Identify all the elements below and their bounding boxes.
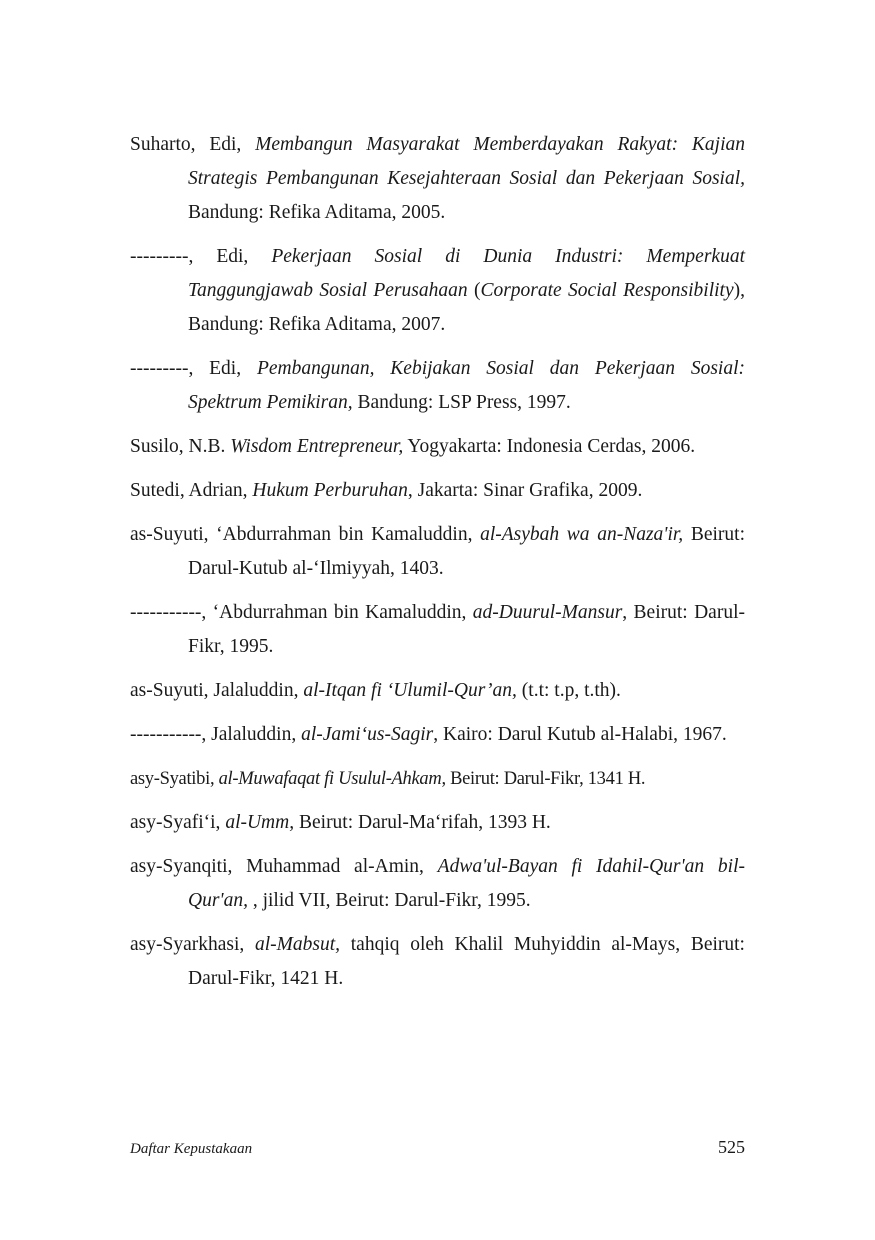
entry-text: asy-Syatibi, (130, 769, 219, 789)
entry-title: Pembangunan, Kebijakan Sosial dan Pekerjaan Sosial: Spektrum Pemikiran, (188, 358, 745, 413)
bibliography-entry (130, 806, 745, 840)
entry-text: Susilo, N.B. (130, 436, 231, 457)
bibliography-entry (130, 762, 745, 796)
bibliography-entry (130, 240, 745, 342)
bibliography-entry (130, 430, 745, 464)
entry-text: (t.t: t.p, t.th). (516, 680, 621, 701)
bibliography-entry (130, 128, 745, 230)
bibliography-entry (130, 352, 745, 420)
entry-text: Suharto, Edi, (130, 134, 256, 155)
entry-text: asy-Syafi‘i, (130, 812, 226, 833)
entry-text: , jilid VII, Beirut: Darul-Fikr, 1995. (247, 890, 531, 911)
entry-title: Adwa'ul-Bayan fi Idahil-Qur'an bil-Qur'an, (188, 856, 745, 911)
entry-title: Corporate Social Responsibility (480, 280, 734, 301)
entry-text: -----------, Jalaluddin, (130, 724, 302, 745)
bibliography-entry (130, 674, 745, 708)
entry-text: Beirut: Darul-Ma‘rifah, 1393 H. (294, 812, 551, 833)
entry-title: Membangun Masyarakat Memberdayakan Rakyat: Kajian Strategis Pembangunan Kesejahteraan Sosial dan Pekerjaan Sosial, (188, 134, 745, 189)
entry-text: as-Suyuti, ‘Abdurrahman bin Kamaluddin, (130, 524, 481, 545)
entry-title: al-Asybah wa an-Naza'ir, (480, 524, 684, 545)
page-number: 525 (718, 1137, 745, 1157)
entry-title: Pekerjaan Sosial di Dunia Industri: Memperkuat Tanggungjawab Sosial Perusahaan (188, 246, 745, 301)
entry-text: -----------, ‘Abdurrahman bin Kamaluddin, (130, 602, 473, 623)
bibliography-list (130, 128, 745, 1006)
bibliography-entry (130, 596, 745, 664)
entry-text: ( (467, 280, 481, 301)
entry-title: Hukum Perburuhan (252, 480, 408, 501)
entry-title: al-Mabsut, (254, 934, 341, 955)
entry-text: Bandung: LSP Press, 1997. (352, 392, 571, 413)
bibliography-entry (130, 718, 745, 752)
entry-text: as-Suyuti, Jalaluddin, (130, 680, 304, 701)
bibliography-entry (130, 518, 745, 586)
entry-text: Yogyakarta: Indonesia Cerdas, 2006. (403, 436, 696, 457)
entry-text: asy-Syarkhasi, (130, 934, 255, 955)
entry-title: Wisdom Entrepreneur, (230, 436, 404, 457)
entry-text: tahqiq oleh Khalil Muhyiddin al-Mays, Beirut: Darul-Fikr, 1421 H. (188, 934, 745, 989)
entry-text: , Beirut: Darul-Fikr, 1995. (188, 602, 745, 657)
entry-text: ---------, Edi, (130, 358, 257, 379)
bibliography-entry (130, 928, 745, 996)
entry-title: al-Jami‘us-Sagir (301, 724, 434, 745)
entry-title: al-Muwafaqat fi Usulul-Ahkam (218, 769, 442, 789)
entry-text: Sutedi, Adrian, (130, 480, 253, 501)
entry-title: ad-Duurul-Mansur (472, 602, 623, 623)
entry-text: , Beirut: Darul-Fikr, 1341 H. (441, 769, 646, 789)
entry-text: ), Bandung: Refika Aditama, 2007. (188, 280, 745, 335)
entry-text: , Jakarta: Sinar Grafika, 2009. (407, 480, 643, 501)
entry-text: Beirut: Darul-Kutub al-‘Ilmiyyah, 1403. (188, 524, 745, 579)
entry-text: ---------, Edi, (130, 246, 272, 267)
entry-title: al-Umm, (225, 812, 295, 833)
footer-section-title: Daftar Kepustakaan (130, 1141, 253, 1157)
entry-text: Bandung: Refika Aditama, 2005. (188, 202, 446, 223)
entry-title: al-Itqan fi ‘Ulumil-Qur’an, (303, 680, 517, 701)
entry-text: , Kairo: Darul Kutub al-Halabi, 1967. (433, 724, 727, 745)
bibliography-entry (130, 850, 745, 918)
entry-text: asy-Syanqiti, Muhammad al-Amin, (130, 856, 438, 877)
bibliography-entry (130, 474, 745, 508)
